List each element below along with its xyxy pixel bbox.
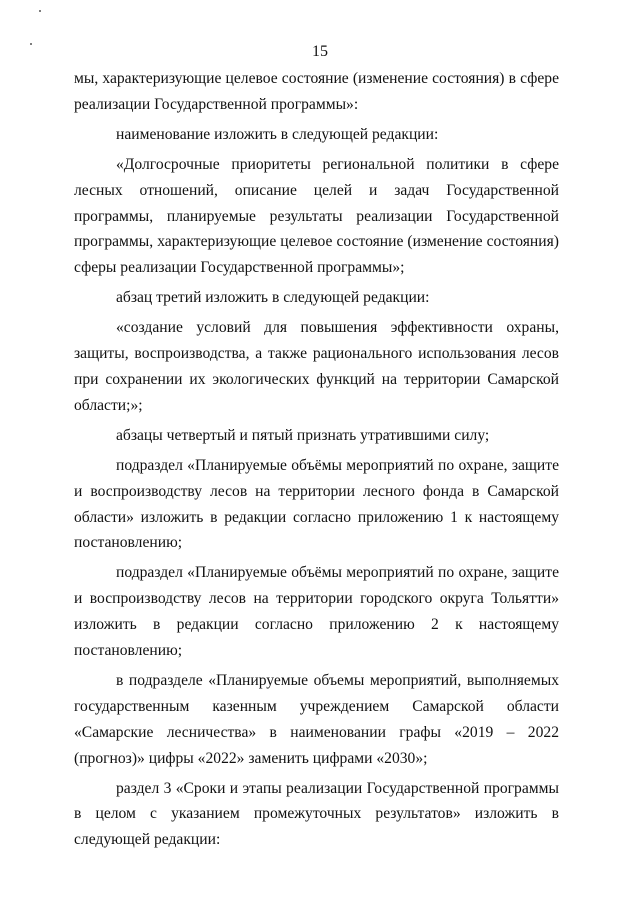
paragraph-instruction-title: наименование изложить в следующей редакции: — [116, 125, 439, 143]
paragraph-subsection-forest-fund: подраздел «Планируемые объёмы мероприятий по охране, защите и воспроизводству лесов на территории лесного фонда в Самарской области» изложить в редакции согласно приложению 1 к настоящему постановлению; — [74, 456, 559, 552]
paragraph-section-3: раздел 3 «Сроки и этапы реализации Государственной программы в целом с указанием промежуточных результатов» изложить в следующей редакции: — [74, 779, 559, 849]
paragraph-repeal: абзацы четвертый и пятый признать утратившими силу; — [116, 426, 490, 444]
document-body — [74, 66, 559, 853]
paragraph-subsection-tolyatti: подраздел «Планируемые объёмы мероприятий по охране, защите и воспроизводству лесов на территории городского округа Тольятти» изложить в редакции согласно приложению 2 к настоящему постановлению; — [74, 564, 559, 660]
paragraph-instruction-third-abstract: абзац третий изложить в следующей редакции: — [116, 289, 430, 307]
paragraph-new-title: «Долгосрочные приоритеты региональной политики в сфере лесных отношений, описание целей и задач Государственной программы, планируемые результаты реализации Государственной программы, характеризующие целевое состояние (изменение состояния) сферы реализации Государственной программы»; — [74, 155, 559, 277]
paragraph-subsection-forestries: в подразделе «Планируемые объемы мероприятий, выполняемых государственным казенным учреждением Самарской области «Самарские лесничества» в наименовании графы «2019 – 2022 (прогноз)» цифры «2022» заменить цифрами «2030»; — [74, 671, 559, 767]
page-number: 15 — [312, 43, 328, 60]
paragraph-new-third-abstract: «создание условий для повышения эффективности охраны, защиты, воспроизводства, а также рационального использования лесов при сохранении их экологических функций на территории Самарской области;»; — [74, 319, 559, 414]
paragraph-continuation: мы, характеризующие целевое состояние (изменение состояния) в сфере реализации Государственной программы»: — [74, 70, 559, 113]
scan-speck — [39, 10, 41, 12]
